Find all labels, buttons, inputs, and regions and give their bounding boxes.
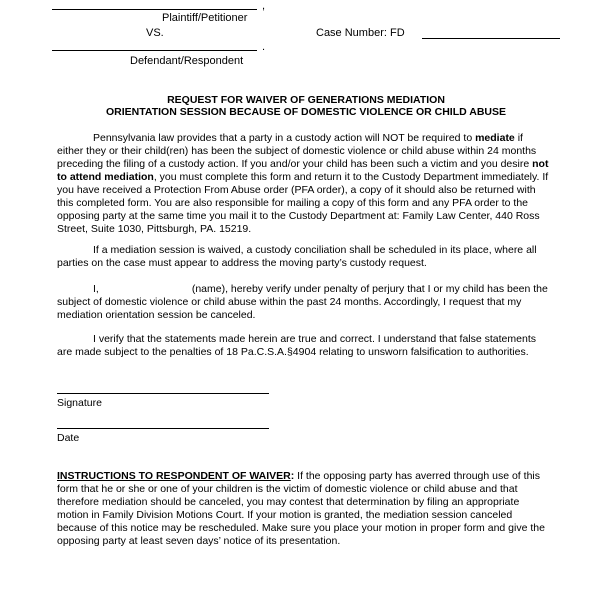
paragraph-law-notice [57, 132, 552, 236]
signature-label: Signature [57, 397, 102, 409]
paragraph-verification-request [57, 283, 552, 322]
caption-comma: , [262, 0, 266, 12]
paragraph-waiver-conciliation [57, 244, 552, 270]
p3-i: I, [93, 283, 99, 295]
instructions-body: If the opposing party has averred through use of this form that he or she or one of your children is the victim of domestic violence or child abuse and that therefore mediation should be canceled, you may contest that determination by filing an appropriate motion in Family Division Motions Court. If your motion is granted, the mediation session canceled because of this notice may be rescheduled. Make sure you place your motion in proper form and give the opposing party at least seven days’ notice of its presentation. [57, 470, 545, 547]
date-label: Date [57, 432, 80, 444]
p2-text: If a mediation session is waived, a custody conciliation shall be scheduled in its place, where all parties on the case must appear to address the moving party’s custody request. [57, 244, 537, 269]
form-title-line-2: ORIENTATION SESSION BECAUSE OF DOMESTIC VIOLENCE OR CHILD ABUSE [106, 106, 506, 118]
defendant-label: Defendant/Respondent [130, 55, 244, 67]
instructions-colon: : [290, 470, 295, 482]
defendant-name-line[interactable] [52, 50, 257, 51]
p1-bold-mediate: mediate [475, 132, 515, 144]
case-number-label: Case Number: FD [316, 27, 405, 39]
p1-bold-not-attend: not to attend mediation [57, 158, 549, 183]
date-line[interactable] [57, 428, 269, 429]
p1-text-2: if either they or their child(ren) has been the subject of domestic violence or child abuse within 24 months preceding the filing of a custody action. If you and/or your child has been such a victim and you desire [57, 132, 537, 170]
plaintiff-name-line[interactable] [52, 9, 257, 10]
case-number-line[interactable] [422, 38, 560, 39]
p1-text-3: , you must complete this form and return it to the Custody Department immediately. If you have received a Protection From Abuse order (PFA order), a copy of it should also be returned with this completed form. You are also responsible for mailing a copy of this form and any PFA order to the opposing party at the same time you mail it to the Custody Department at: Family Law Center, 440 Ross Street, Suite 1030, Pittsburgh, PA. 15219. [57, 171, 549, 235]
p4-text: I verify that the statements made herein are true and correct. I understand that false statements are made subject to the penalties of 18 Pa.C.S.A.§4904 relating to unsworn falsification to authorities. [57, 333, 536, 358]
p3-text: (name), hereby verify under penalty of perjury that I or my child has been the subject of domestic violence or child abuse within the past 24 months. Accordingly, I request that my mediation orientation session be canceled. [57, 283, 548, 321]
plaintiff-label: Plaintiff/Petitioner [162, 12, 248, 24]
form-title-line-1: REQUEST FOR WAIVER OF GENERATIONS MEDIATION [167, 94, 445, 106]
paragraph-verify-statements [57, 333, 552, 359]
vs-label: VS. [146, 27, 164, 39]
instructions-heading: INSTRUCTIONS TO RESPONDENT OF WAIVER [57, 470, 291, 482]
caption-period: . [262, 41, 266, 53]
signature-line[interactable] [57, 393, 269, 394]
instructions-to-respondent [57, 470, 552, 548]
p1-text-1: Pennsylvania law provides that a party in a custody action will NOT be required to [93, 132, 476, 144]
